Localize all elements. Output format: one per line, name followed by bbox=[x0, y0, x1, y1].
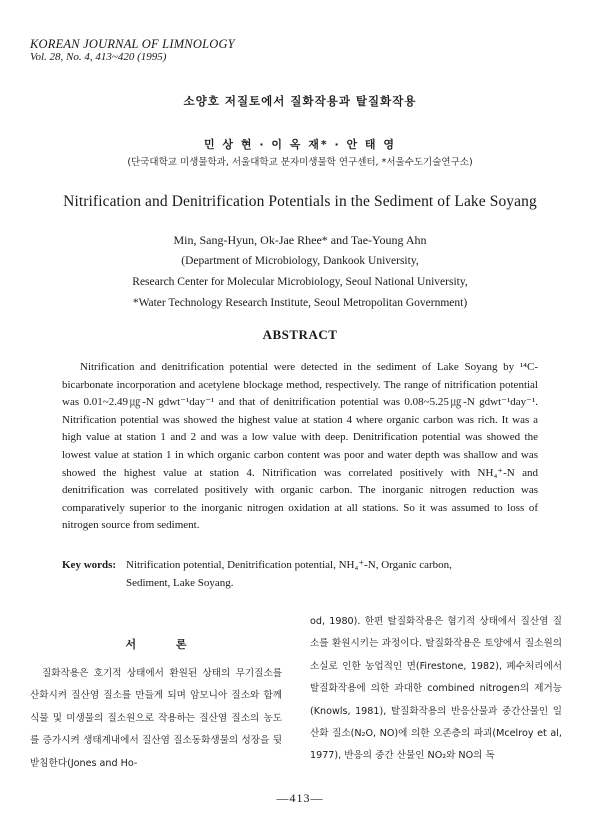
korean-title: 소양호 저질토에서 질화작용과 탈질화작용 bbox=[183, 94, 417, 108]
introduction-left-column: 질화작용은 호기적 상태에서 환원된 상태의 무기질소를 산화시켜 질산염 질소를 만들게 되며 암모니아 질소와 함께 식물 및 미생물의 질소원으로 작용하는 질산염 질소의 농도를 증가시켜 생태계내에서 질산염 질소동화생물의 성장을 뒷받침한다(Jones and Ho- bbox=[30, 668, 282, 769]
keywords bbox=[62, 557, 538, 592]
english-title: Nitrification and Denitrification Potentials in the Sediment of Lake Soyang bbox=[63, 193, 537, 210]
affiliation-line: Research Center for Molecular Microbiology, Seoul National University, bbox=[132, 276, 468, 288]
abstract-heading: ABSTRACT bbox=[262, 327, 338, 342]
keywords-line: Sediment, Lake Soyang. bbox=[126, 576, 234, 589]
keywords-line: Nitrification potential, Denitrification potential, NH₄⁺-N, Organic carbon, bbox=[126, 559, 452, 571]
affiliation-line: (Department of Microbiology, Dankook University, bbox=[181, 255, 419, 267]
english-authors: Min, Sang-Hyun, Ok-Jae Rhee* and Tae-Young Ahn bbox=[173, 233, 427, 247]
abstract-body: Nitrification and denitrification potential were detected in the sediment of Lake Soyang by ¹⁴C-bicarbonate incorporation and acetylene blockage method, respectively. The range of nitrification potential was 0.01~2.49㎍-N gdwt⁻¹day⁻¹ and that of denitrification potential was 0.08~5.25㎍-N gdwt⁻¹day⁻¹. Nitrification potential was showed the highest value at station 4 where organic carbon was rich. It was a high value at station 1 and 2 and was a low value with deep. Denitrification potential was showed the lowest value at station 1 in which organic carbon content was poor and water depth was shallow and was showed the highest value at station 4. Nitrification was correlated positively with NH₄⁺-N and denitrification was correlated positively with organic carbon. The inorganic nitrogen reduction was comparatively superior to the inorganic nitrogen oxidation at all stations. So it was assumed to loss of nitrogen source from sediment. bbox=[62, 361, 538, 532]
korean-authors: 민 상 현 · 이 옥 재* · 안 태 영 bbox=[203, 138, 397, 151]
keywords-label: Key words: bbox=[62, 559, 117, 571]
journal-header bbox=[30, 38, 235, 64]
english-affiliation bbox=[0, 251, 600, 314]
affiliation-line: *Water Technology Research Institute, Seoul Metropolitan Government) bbox=[132, 297, 468, 309]
korean-affiliation: (단국대학교 미생물학과, 서울대학교 분자미생물학 연구센터, *서울수도기술연구소) bbox=[127, 157, 473, 168]
introduction-right-column: od, 1980). 한편 탈질화작용은 혐기적 상태에서 질산염 질소를 환원시키는 과정이다. 탈질화작용은 토양에서 질소원의 소실로 인한 농업적인 면(Firestone, 1982), 폐수처리에서 탈질화작용에 의한 과대한 combined nitrogen의 제거능(Knowls, 1981), 탈질화작용의 반응산물과 중간산물인 일산화 질소(N₂O, NO)에 의한 오존층의 파괴(Mcelroy et al, 1977), 반응의 중간 산물인 NO₂와 NO의 독 bbox=[310, 616, 562, 762]
journal-name: KOREAN JOURNAL OF LIMNOLOGY bbox=[30, 37, 235, 51]
introduction-heading: 서 론 bbox=[125, 638, 205, 651]
journal-volume: Vol. 28, No. 4, 413~420 (1995) bbox=[30, 51, 167, 63]
page-number: —413— bbox=[276, 791, 324, 805]
